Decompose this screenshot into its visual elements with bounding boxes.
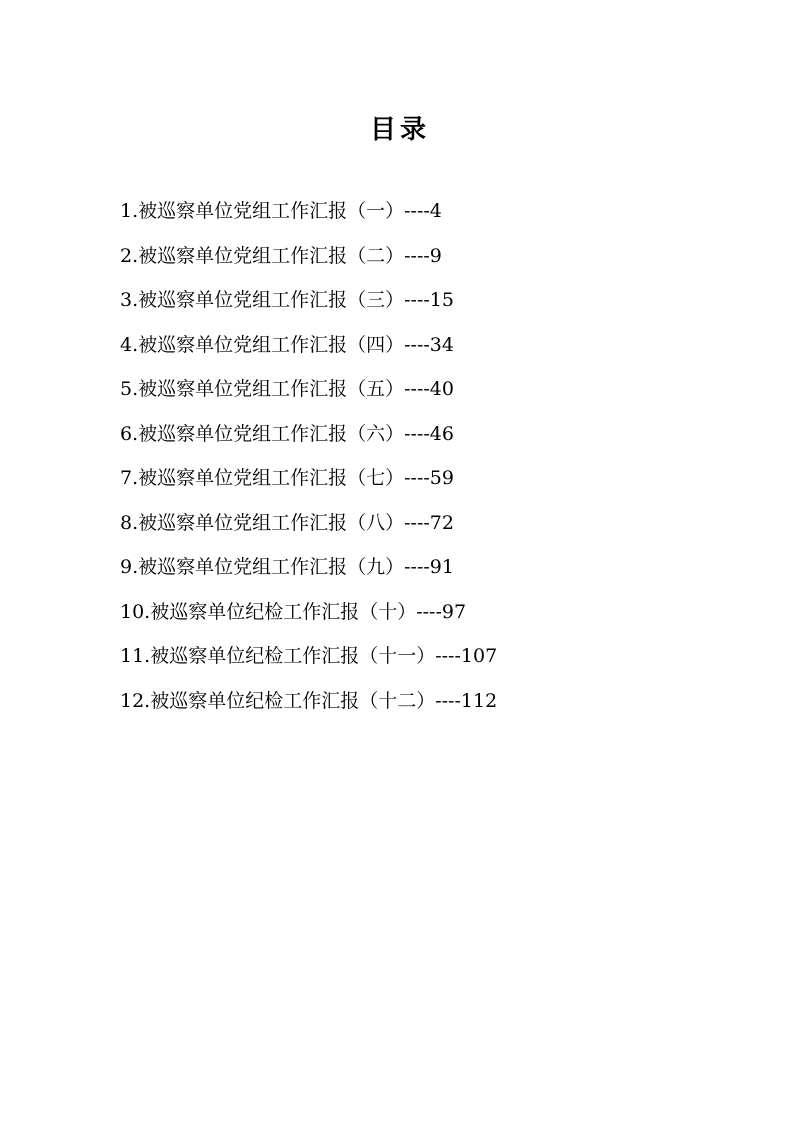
toc-entry: 9.被巡察单位党组工作汇报（九）----91 xyxy=(120,556,454,578)
toc-list xyxy=(120,193,497,727)
toc-entry: 7.被巡察单位党组工作汇报（七）----59 xyxy=(120,467,454,489)
toc-title: 目录 xyxy=(369,115,430,145)
toc-entry: 8.被巡察单位党组工作汇报（八）----72 xyxy=(120,511,454,534)
toc-entry: 5.被巡察单位党组工作汇报（五）----40 xyxy=(120,378,454,400)
toc-entry: 4.被巡察单位党组工作汇报（四）----34 xyxy=(120,333,454,356)
toc-entry: 6.被巡察单位党组工作汇报（六）----46 xyxy=(120,422,454,445)
toc-entry: 3.被巡察单位党组工作汇报（三）----15 xyxy=(120,289,454,311)
toc-entry: 11.被巡察单位纪检工作汇报（十一）----107 xyxy=(120,645,498,667)
toc-entry: 1.被巡察单位党组工作汇报（一）----4 xyxy=(120,200,442,222)
toc-entry: 12.被巡察单位纪检工作汇报（十二）----112 xyxy=(120,689,498,712)
toc-entry: 10.被巡察单位纪检工作汇报（十）----97 xyxy=(120,600,467,623)
toc-entry: 2.被巡察单位党组工作汇报（二）----9 xyxy=(120,244,442,267)
